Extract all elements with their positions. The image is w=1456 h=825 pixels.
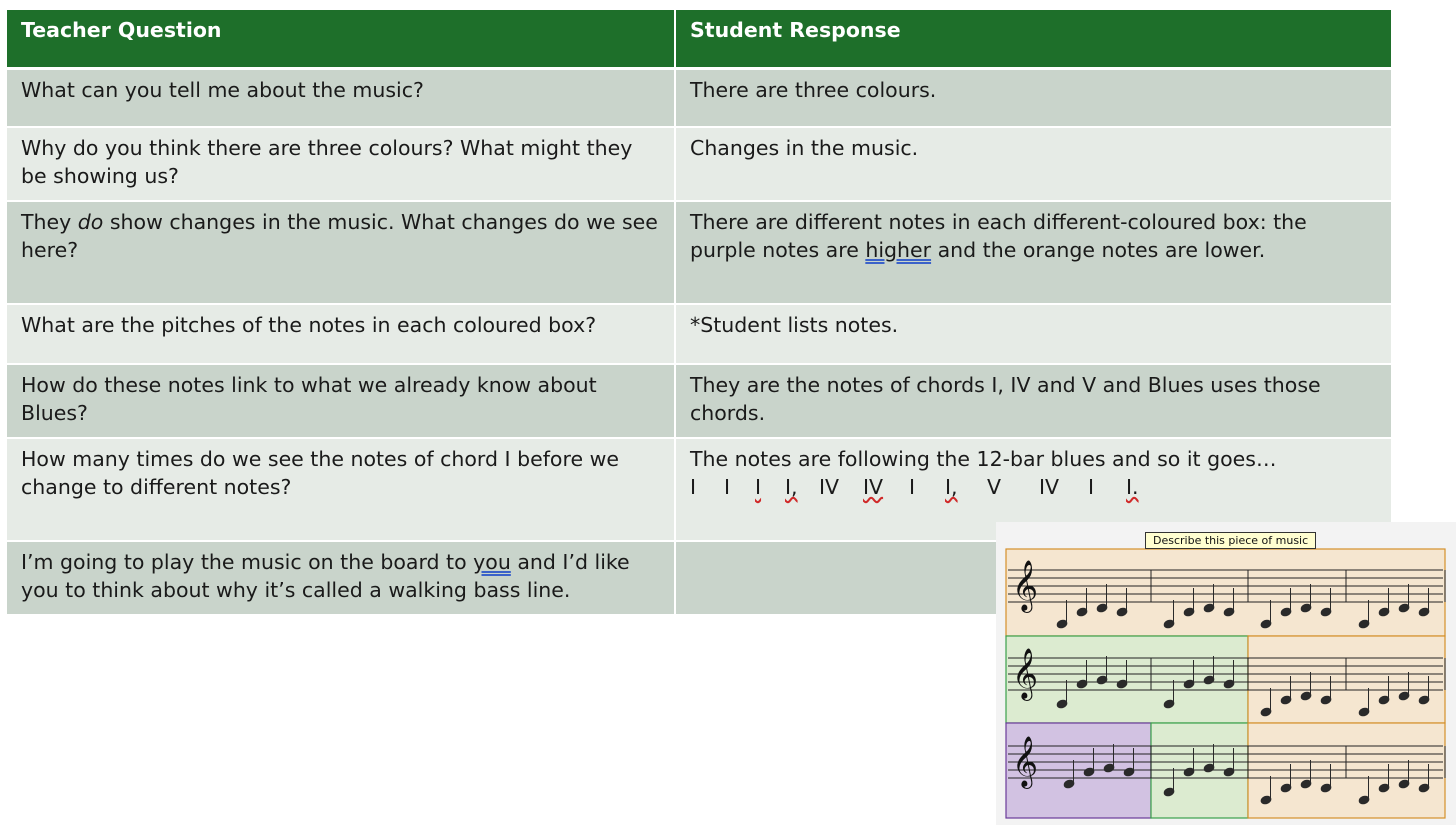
music-score-image [996,522,1456,825]
table-row [7,364,1392,438]
emphasis-text: do [77,209,104,234]
image-caption: Describe this piece of music [1145,532,1316,549]
table-row [7,304,1392,364]
chord-label: I [724,474,731,499]
chord-sequence [690,473,1377,501]
question-cell: How do these notes link to what we already know about Blues? [7,364,675,438]
question-cell: I’m going to play the music on the board to you and I’d like you to think about why it’s called a walking bass line. [7,541,675,614]
table-row [7,201,1392,304]
question-cell: How many times do we see the notes of chord I before we change to different notes? [7,438,675,541]
chord-label: I [909,474,916,499]
response-text: The notes are following the 12-bar blues and so it goes… [690,446,1277,471]
chord-label: I, [785,474,798,499]
response-cell: There are different notes in each different-coloured box: the purple notes are higher and the orange notes are lower. [675,201,1392,304]
chord-label: I, [945,474,958,499]
chord-label: I [755,474,762,499]
table-row [7,69,1392,127]
response-cell: *Student lists notes. [675,304,1392,364]
question-cell: What can you tell me about the music? [7,69,675,127]
table-row [7,127,1392,201]
spellcheck-word: higher [865,237,932,262]
sheet-music-illustration [996,522,1456,825]
svg-text:𝄞: 𝄞 [1012,736,1039,787]
table-header-row [7,10,1392,69]
chord-label: IV [863,474,884,499]
question-cell: What are the pitches of the notes in each coloured box? [7,304,675,364]
chord-label: I [690,474,697,499]
chord-label: V [987,474,1002,499]
chord-label: IV [1039,474,1060,499]
spellcheck-word: you [473,549,511,574]
response-cell: There are three colours. [675,69,1392,127]
chord-label: IV [819,474,840,499]
question-cell: Why do you think there are three colours? What might they be showing us? [7,127,675,201]
chord-label: I [1088,474,1095,499]
response-cell: Changes in the music. [675,127,1392,201]
svg-text:𝄞: 𝄞 [1012,560,1039,611]
chord-label: I. [1126,474,1139,499]
response-cell: They are the notes of chords I, IV and V and Blues uses those chords. [675,364,1392,438]
header-student-response: Student Response [675,10,1392,69]
header-teacher-question: Teacher Question [7,10,675,69]
question-cell: They do show changes in the music. What changes do we see here? [7,201,675,304]
svg-text:𝄞: 𝄞 [1012,648,1039,699]
